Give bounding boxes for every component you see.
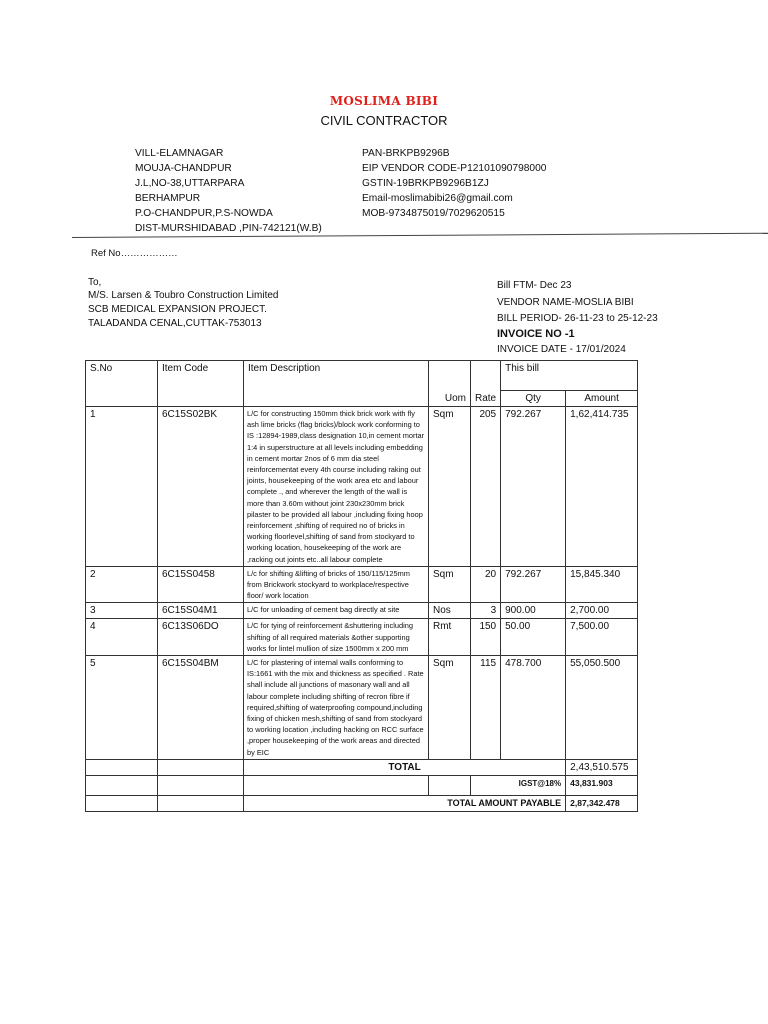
invoice-date: INVOICE DATE - 17/01/2024 (497, 344, 626, 355)
row-uom: Sqm (429, 407, 471, 567)
total-row (86, 759, 638, 775)
vendor-code: EIP VENDOR CODE-P12101090798000 (362, 163, 547, 174)
invoice-table (85, 360, 638, 812)
address-line: J.L,NO-38,UTTARPARA (135, 178, 245, 189)
row-qty: 792.267 (501, 566, 566, 603)
total-label: TOTAL (244, 759, 566, 775)
address-block (135, 146, 322, 236)
invoice-number: INVOICE NO -1 (497, 328, 575, 340)
address-line: P.O-CHANDPUR,P.S-NOWDA (135, 208, 273, 219)
row-uom: Rmt (429, 619, 471, 656)
row-sno: 2 (86, 566, 158, 603)
row-qty: 792.267 (501, 407, 566, 567)
table-row (86, 656, 638, 760)
row-amount: 15,845.340 (566, 566, 638, 603)
registration-block (362, 146, 546, 221)
contractor-title: CIVIL CONTRACTOR (320, 113, 448, 128)
row-sno: 4 (86, 619, 158, 656)
table-row (86, 566, 638, 603)
row-qty: 900.00 (501, 603, 566, 619)
row-uom: Sqm (429, 566, 471, 603)
row-rate: 3 (471, 603, 501, 619)
row-description: L/C for tying of reinforcement &shuttering including shifting of all required materials &other supporting works for lintel mullion of size 1500mm x 200 mm (244, 619, 429, 656)
addressee-line: SCB MEDICAL EXPANSION PROJECT. (88, 304, 267, 315)
igst-amount: 43,831.903 (566, 775, 638, 795)
mobile: MOB-9734875019/7029620515 (362, 208, 505, 219)
addressee-line: TALADANDA CENAL,CUTTAK-753013 (88, 318, 262, 329)
contractor-name: MOSLIMA BIBI (329, 94, 439, 108)
header-item-description: Item Description (244, 361, 429, 407)
table-header-row (86, 361, 638, 391)
row-rate: 150 (471, 619, 501, 656)
payable-amount: 2,87,342.478 (566, 795, 638, 811)
pan-number: PAN-BRKPB9296B (362, 148, 450, 159)
row-amount: 55,050.500 (566, 656, 638, 760)
vendor-name: VENDOR NAME-MOSLIA BIBI (497, 297, 634, 308)
row-qty: 478.700 (501, 656, 566, 760)
payable-row (86, 795, 638, 811)
row-uom: Sqm (429, 656, 471, 760)
header-rate: Rate (471, 361, 501, 407)
email: Email-moslimabibi26@gmail.com (362, 193, 513, 204)
addressee-line: M/S. Larsen & Toubro Construction Limited (88, 290, 279, 301)
row-description: L/c for shifting &lifting of bricks of 150/115/125mm from Brickwork stockyard to workplace/respective floor/ work location (244, 566, 429, 603)
row-description: L/C for constructing 150mm thick brick work with fly ash lime bricks (flag bricks)/block work conforming to IS :12894-1989,class designation 10,in cement mortar 1:4 in superstructure at all levels including embedding in cement mortar 2nos of 6 mm dia steel reinforcementat every 4th course including raking out joints, housekeeping of the work area etc and labour complete ., and wherever the length of the wall is more than 3.60m without joint 230x230mm brick pilaster to be provided all labour ,including fixing hoop reinforcement ,shifting of required no of bricks in working floorlevel,shifting of sand from stockyard to working location, housekeeping of the work are ,racking out joints etc..all labour complete (244, 407, 429, 567)
row-item-code: 6C15S02BK (158, 407, 244, 567)
header-amount: Amount (566, 391, 638, 407)
header-this-bill: This bill (501, 361, 638, 391)
row-sno: 3 (86, 603, 158, 619)
ref-number: Ref No……………… (91, 248, 178, 259)
igst-row (86, 775, 638, 795)
row-item-code: 6C15S04M1 (158, 603, 244, 619)
header-item-code: Item Code (158, 361, 244, 407)
row-qty: 50.00 (501, 619, 566, 656)
row-item-code: 6C15S04BM (158, 656, 244, 760)
bill-ftm: Bill FTM- Dec 23 (497, 280, 572, 291)
table-row (86, 407, 638, 567)
row-rate: 205 (471, 407, 501, 567)
address-line: VILL-ELAMNAGAR (135, 148, 224, 159)
igst-label: IGST@18% (471, 775, 566, 795)
header-qty: Qty (501, 391, 566, 407)
header-uom: Uom (429, 361, 471, 407)
row-amount: 1,62,414.735 (566, 407, 638, 567)
row-description: L/C for plastering of internal walls conforming to IS:1661 with the mix and thickness as specified . Rate shall include all junctions of masonary wall and all labour complete including shifting of recron fibre if required,shifting of waterproofing compound,including fixing of chicken mesh,shifting of sand from stockyard to working location ,including hacking on RCC surface ,proper housekeeping of the work areas and directed by EIC (244, 656, 429, 760)
row-item-code: 6C15S0458 (158, 566, 244, 603)
row-amount: 7,500.00 (566, 619, 638, 656)
row-uom: Nos (429, 603, 471, 619)
payable-label: TOTAL AMOUNT PAYABLE (244, 795, 566, 811)
bill-period: BILL PERIOD- 26-11-23 to 25-12-23 (497, 313, 658, 324)
row-sno: 5 (86, 656, 158, 760)
row-description: L/C for unloading of cement bag directly at site (244, 603, 429, 619)
address-line: MOUJA-CHANDPUR (135, 163, 232, 174)
to-label: To, (88, 277, 102, 288)
gstin: GSTIN-19BRKPB9296B1ZJ (362, 178, 489, 189)
table-row (86, 603, 638, 619)
address-line: DIST-MURSHIDABAD ,PIN-742121(W.B) (135, 223, 322, 234)
header-sno: S.No (86, 361, 158, 407)
row-sno: 1 (86, 407, 158, 567)
row-item-code: 6C13S06DO (158, 619, 244, 656)
address-line: BERHAMPUR (135, 193, 201, 204)
row-rate: 115 (471, 656, 501, 760)
row-amount: 2,700.00 (566, 603, 638, 619)
row-rate: 20 (471, 566, 501, 603)
total-amount: 2,43,510.575 (566, 759, 638, 775)
table-row (86, 619, 638, 656)
